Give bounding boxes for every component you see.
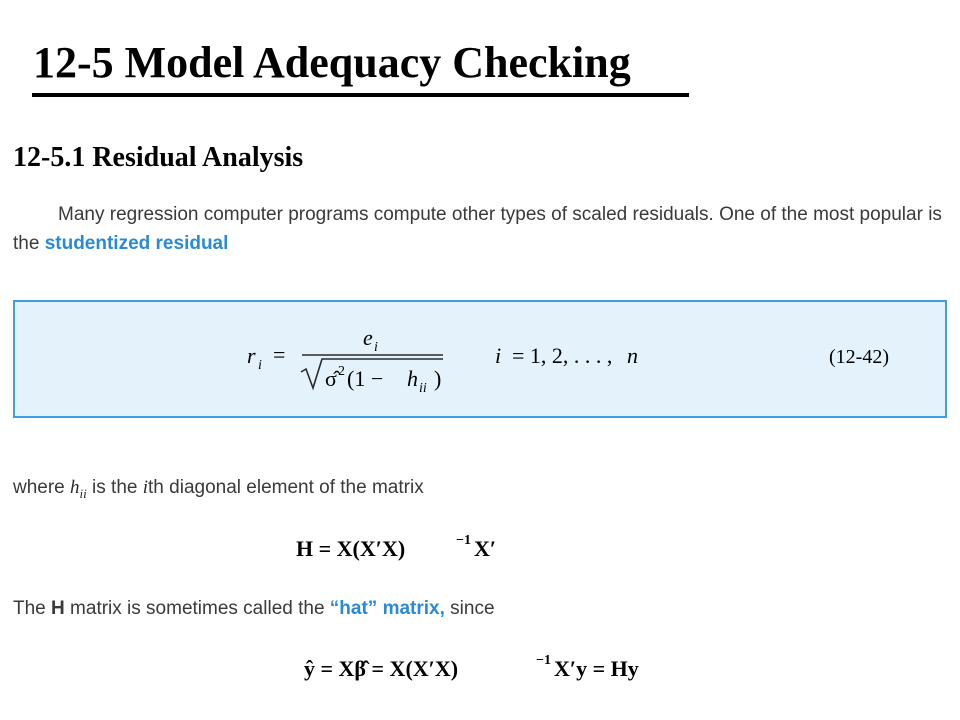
hat-matrix-term: “hat” matrix, [329, 598, 445, 619]
hat-text-3: since [444, 598, 495, 619]
hat-matrix-equation [290, 528, 550, 568]
y-hat-tail: X′y = Hy [554, 656, 639, 681]
numerator-subscript: i [374, 340, 378, 355]
index-n: n [627, 343, 638, 368]
y-hat-exponent: −1 [536, 653, 551, 668]
h-subscript-inline: ii [79, 485, 87, 501]
equation-number: (12-42) [829, 346, 889, 368]
title-underline [32, 93, 689, 97]
h-subscript: ii [419, 381, 427, 396]
r-symbol: r [247, 343, 256, 368]
hat-matrix-exponent: −1 [456, 533, 471, 548]
studentized-residual-term: studentized residual [44, 233, 229, 254]
section-heading: 12-5.1 Residual Analysis [13, 142, 304, 173]
index-i: i [495, 343, 502, 368]
sigma-hat: σ̂ [325, 366, 337, 391]
hat-matrix-tail: X′ [474, 536, 497, 561]
slide-title: 12-5 Model Adequacy Checking [33, 38, 631, 87]
hat-matrix-main: H = X(X′X) [296, 536, 406, 561]
intro-paragraph [13, 200, 953, 258]
hat-matrix-sentence [13, 595, 495, 623]
hat-text-1: The [13, 598, 52, 619]
index-range: = 1, 2, . . . , [512, 343, 613, 368]
r-subscript: i [258, 358, 262, 373]
close-paren: ) [434, 366, 442, 391]
where-text-3: th diagonal element of the matrix [148, 477, 424, 498]
where-line [13, 474, 424, 508]
where-text-2: is the [86, 477, 143, 498]
equation-box [13, 300, 947, 418]
h-symbol: h [407, 366, 418, 391]
y-hat-equation [300, 648, 680, 688]
studentized-residual-equation [15, 302, 945, 416]
one-minus: (1 − [347, 366, 384, 391]
i-inline: i [142, 477, 149, 498]
equals-sign: = [273, 342, 286, 367]
hat-text-2: matrix is sometimes called the [64, 598, 330, 619]
numerator-e: e [363, 325, 373, 350]
y-hat-main: ŷ = Xβ̂ = X(X′X) [304, 656, 459, 681]
where-text-1: where [13, 477, 71, 498]
H-bold: H [51, 598, 65, 619]
sigma-exponent: 2 [338, 364, 345, 379]
h-symbol-inline: h [70, 477, 80, 498]
intro-text: Many regression computer programs compute other types of scaled residuals. One of the most popular is the [13, 204, 942, 254]
